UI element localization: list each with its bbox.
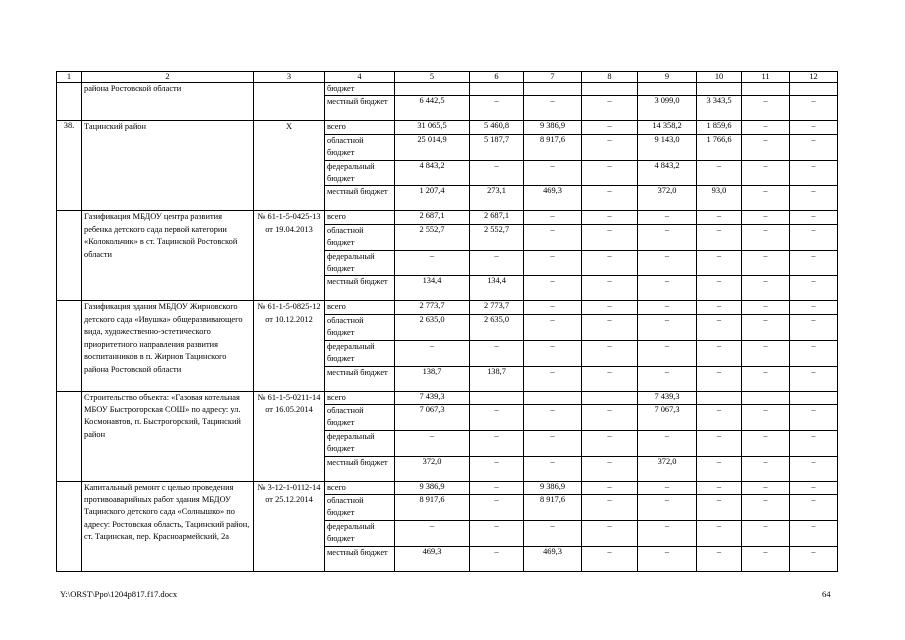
value-cell: 372,0	[395, 456, 470, 481]
budget-type-cell: всего	[325, 481, 395, 494]
value-cell: 31 065,5	[395, 121, 470, 134]
value-cell: –	[582, 121, 638, 134]
column-number: 11	[742, 72, 790, 83]
document-cell: № 61-1-5-0425-13 от 19.04.2013	[254, 211, 325, 301]
value-cell: –	[697, 430, 742, 456]
column-number: 4	[325, 72, 395, 83]
value-cell: –	[697, 276, 742, 301]
value-cell: –	[638, 494, 697, 520]
budget-type-cell: областной бюджет	[325, 224, 395, 250]
value-cell: –	[582, 340, 638, 366]
value-cell	[582, 83, 638, 96]
value-cell: –	[697, 314, 742, 340]
value-cell	[395, 83, 470, 96]
value-cell: –	[742, 481, 790, 494]
value-cell: –	[524, 456, 582, 481]
value-cell: –	[470, 546, 524, 571]
value-cell: –	[524, 314, 582, 340]
object-name-cell: Газификация МБДОУ центра развития ребенка детского сада первой категории «Колокольчик» в ст. Тацинской Ростовской области	[82, 211, 254, 301]
value-cell: 9 386,9	[524, 481, 582, 494]
value-cell: –	[790, 134, 838, 160]
value-cell: 7 439,3	[638, 391, 697, 404]
budget-type-cell: федеральный бюджет	[325, 430, 395, 456]
value-cell: –	[470, 160, 524, 186]
value-cell: –	[524, 404, 582, 430]
value-cell: –	[582, 494, 638, 520]
value-cell: 6 442,5	[395, 96, 470, 121]
value-cell: 9 386,9	[524, 121, 582, 134]
budget-type-cell: всего	[325, 211, 395, 224]
value-cell: –	[582, 481, 638, 494]
value-cell: –	[697, 481, 742, 494]
value-cell: –	[582, 301, 638, 314]
value-cell: –	[790, 250, 838, 276]
value-cell: –	[582, 546, 638, 571]
value-cell: –	[582, 430, 638, 456]
value-cell: –	[790, 121, 838, 134]
value-cell: –	[742, 211, 790, 224]
value-cell: 138,7	[395, 366, 470, 391]
column-number: 9	[638, 72, 697, 83]
value-cell: –	[742, 520, 790, 546]
value-cell: –	[470, 96, 524, 121]
value-cell: 1 766,6	[697, 134, 742, 160]
value-cell: 2 552,7	[395, 224, 470, 250]
value-cell: –	[524, 250, 582, 276]
budget-type-cell: всего	[325, 121, 395, 134]
value-cell: –	[742, 276, 790, 301]
value-cell: –	[742, 121, 790, 134]
value-cell: –	[582, 520, 638, 546]
value-cell: –	[697, 301, 742, 314]
column-number: 1	[57, 72, 82, 83]
row-number-cell	[57, 301, 82, 391]
value-cell: –	[742, 186, 790, 211]
object-name-cell: Строительство объекта: «Газовая котельная МБОУ Быстрогорская СОШ» по адресу: ул. Космонавтов, п. Быстрогорский, Тацинский район	[82, 391, 254, 481]
footer-page-number: 64	[822, 589, 831, 599]
value-cell: 8 917,6	[524, 134, 582, 160]
value-cell: –	[742, 314, 790, 340]
value-cell: –	[697, 160, 742, 186]
value-cell: –	[697, 546, 742, 571]
value-cell: –	[742, 224, 790, 250]
value-cell: –	[790, 366, 838, 391]
table-body	[57, 72, 838, 572]
value-cell: –	[524, 96, 582, 121]
table-row	[57, 391, 838, 404]
value-cell	[582, 391, 638, 404]
value-cell: –	[638, 250, 697, 276]
column-number: 2	[82, 72, 254, 83]
value-cell: –	[638, 211, 697, 224]
value-cell: –	[582, 160, 638, 186]
value-cell	[470, 391, 524, 404]
budget-table	[56, 71, 838, 572]
value-cell: –	[470, 340, 524, 366]
value-cell: –	[524, 160, 582, 186]
value-cell: –	[742, 366, 790, 391]
value-cell: –	[697, 494, 742, 520]
value-cell: 1 207,4	[395, 186, 470, 211]
value-cell: 5 187,7	[470, 134, 524, 160]
value-cell: –	[697, 340, 742, 366]
value-cell: –	[742, 430, 790, 456]
value-cell: –	[638, 366, 697, 391]
value-cell: –	[790, 481, 838, 494]
value-cell: 469,3	[524, 186, 582, 211]
value-cell: 4 843,2	[638, 160, 697, 186]
value-cell: –	[790, 520, 838, 546]
value-cell: –	[638, 481, 697, 494]
budget-type-cell: бюджет	[325, 83, 395, 96]
value-cell: 8 917,6	[524, 494, 582, 520]
value-cell: –	[582, 314, 638, 340]
value-cell: –	[638, 430, 697, 456]
column-number: 8	[582, 72, 638, 83]
value-cell: –	[790, 276, 838, 301]
value-cell: –	[742, 546, 790, 571]
value-cell: –	[395, 520, 470, 546]
value-cell: –	[790, 494, 838, 520]
value-cell: –	[470, 456, 524, 481]
value-cell: –	[790, 301, 838, 314]
object-name-cell: Газификация здания МБДОУ Жирновского детского сада «Ивушка» общеразвивающего вида, художественно-эстетического приоритетного направления развития воспитанников в п. Жирнов Тацинского района Ростовской области	[82, 301, 254, 391]
footer-file-path: Y:\ORST\Ppo\1204p817.f17.docx	[60, 589, 178, 599]
value-cell: –	[697, 224, 742, 250]
value-cell: 2 635,0	[395, 314, 470, 340]
object-name-cell: Капитальный ремонт с целью проведения противоаварийных работ здания МБДОУ Тацинского детского сада «Солнышко» по адресу: Ростовская область, Тацинский район, ст. Тацинская, пер. Красноармейский, 2а	[82, 481, 254, 571]
document-cell: № 61-1-5-0211-14 от 16.05.2014	[254, 391, 325, 481]
row-number-cell	[57, 391, 82, 481]
value-cell: 7 439,3	[395, 391, 470, 404]
value-cell: –	[524, 224, 582, 250]
value-cell: 9 143,0	[638, 134, 697, 160]
value-cell: –	[742, 96, 790, 121]
value-cell: –	[790, 340, 838, 366]
value-cell: –	[638, 276, 697, 301]
value-cell: –	[790, 456, 838, 481]
table-row	[57, 481, 838, 494]
value-cell	[697, 391, 742, 404]
document-cell: Х	[254, 121, 325, 211]
budget-type-cell: местный бюджет	[325, 546, 395, 571]
object-name-cell: района Ростовской области	[82, 83, 254, 121]
budget-type-cell: местный бюджет	[325, 456, 395, 481]
value-cell: 134,4	[395, 276, 470, 301]
value-cell: 2 635,0	[470, 314, 524, 340]
value-cell: –	[742, 404, 790, 430]
value-cell: 372,0	[638, 186, 697, 211]
value-cell: –	[697, 520, 742, 546]
budget-type-cell: местный бюджет	[325, 366, 395, 391]
budget-type-cell: федеральный бюджет	[325, 160, 395, 186]
value-cell	[524, 391, 582, 404]
value-cell: –	[790, 430, 838, 456]
value-cell: 7 067,3	[395, 404, 470, 430]
value-cell: –	[524, 520, 582, 546]
value-cell: –	[790, 546, 838, 571]
value-cell: –	[790, 160, 838, 186]
column-number: 6	[470, 72, 524, 83]
value-cell: –	[697, 366, 742, 391]
value-cell: –	[638, 340, 697, 366]
budget-type-cell: областной бюджет	[325, 134, 395, 160]
value-cell: –	[697, 456, 742, 481]
budget-type-cell: всего	[325, 391, 395, 404]
table-row	[57, 121, 838, 134]
row-number-cell	[57, 83, 82, 121]
value-cell: –	[697, 211, 742, 224]
value-cell: 3 099,0	[638, 96, 697, 121]
budget-type-cell: федеральный бюджет	[325, 340, 395, 366]
value-cell: –	[582, 456, 638, 481]
value-cell	[790, 391, 838, 404]
value-cell: –	[582, 134, 638, 160]
value-cell: 3 343,5	[697, 96, 742, 121]
value-cell: –	[790, 314, 838, 340]
value-cell: 2 552,7	[470, 224, 524, 250]
value-cell: –	[638, 301, 697, 314]
value-cell: –	[790, 224, 838, 250]
budget-type-cell: областной бюджет	[325, 494, 395, 520]
value-cell: 2 687,1	[395, 211, 470, 224]
value-cell	[638, 83, 697, 96]
column-number: 7	[524, 72, 582, 83]
value-cell: –	[790, 186, 838, 211]
table-row	[57, 301, 838, 314]
budget-type-cell: областной бюджет	[325, 404, 395, 430]
value-cell: 469,3	[524, 546, 582, 571]
object-name-cell: Тацинский район	[82, 121, 254, 211]
value-cell: 25 014,9	[395, 134, 470, 160]
row-number-cell	[57, 211, 82, 301]
table-row	[57, 211, 838, 224]
value-cell: –	[697, 404, 742, 430]
budget-type-cell: федеральный бюджет	[325, 250, 395, 276]
value-cell: 134,4	[470, 276, 524, 301]
row-number-cell: 38.	[57, 121, 82, 211]
value-cell: 5 460,8	[470, 121, 524, 134]
value-cell: –	[790, 96, 838, 121]
value-cell: 93,0	[697, 186, 742, 211]
column-number: 12	[790, 72, 838, 83]
value-cell: –	[470, 481, 524, 494]
value-cell: –	[742, 494, 790, 520]
value-cell: 469,3	[395, 546, 470, 571]
value-cell	[524, 83, 582, 96]
value-cell: –	[582, 224, 638, 250]
value-cell: 2 687,1	[470, 211, 524, 224]
value-cell: –	[524, 276, 582, 301]
table-row	[57, 83, 838, 96]
value-cell: –	[742, 456, 790, 481]
budget-type-cell: областной бюджет	[325, 314, 395, 340]
value-cell	[697, 83, 742, 96]
value-cell: –	[524, 366, 582, 391]
value-cell: 2 773,7	[395, 301, 470, 314]
value-cell: –	[470, 494, 524, 520]
value-cell: –	[582, 250, 638, 276]
value-cell: –	[524, 211, 582, 224]
value-cell: –	[582, 366, 638, 391]
value-cell: –	[470, 520, 524, 546]
value-cell: –	[395, 340, 470, 366]
value-cell: –	[470, 430, 524, 456]
value-cell: 138,7	[470, 366, 524, 391]
value-cell	[742, 391, 790, 404]
document-cell: № 61-1-5-0825-12 от 10.12.2012	[254, 301, 325, 391]
value-cell: –	[742, 340, 790, 366]
value-cell: –	[582, 404, 638, 430]
value-cell: –	[742, 134, 790, 160]
document-cell: № 3-12-1-0112-14 от 25.12.2014	[254, 481, 325, 571]
budget-type-cell: местный бюджет	[325, 96, 395, 121]
value-cell: –	[638, 314, 697, 340]
budget-type-cell: местный бюджет	[325, 186, 395, 211]
value-cell: –	[742, 301, 790, 314]
value-cell: 372,0	[638, 456, 697, 481]
value-cell: 7 067,3	[638, 404, 697, 430]
value-cell: –	[524, 430, 582, 456]
value-cell: –	[638, 520, 697, 546]
value-cell: –	[395, 430, 470, 456]
value-cell: –	[638, 224, 697, 250]
value-cell	[742, 83, 790, 96]
row-number-cell	[57, 481, 82, 571]
column-number-row	[57, 72, 838, 83]
value-cell: –	[582, 96, 638, 121]
column-number: 3	[254, 72, 325, 83]
budget-type-cell: всего	[325, 301, 395, 314]
value-cell	[790, 83, 838, 96]
value-cell: –	[790, 404, 838, 430]
value-cell: 14 358,2	[638, 121, 697, 134]
column-number: 5	[395, 72, 470, 83]
budget-type-cell: местный бюджет	[325, 276, 395, 301]
value-cell: 1 859,6	[697, 121, 742, 134]
value-cell: –	[582, 211, 638, 224]
column-number: 10	[697, 72, 742, 83]
value-cell: –	[470, 250, 524, 276]
document-cell	[254, 83, 325, 121]
value-cell: –	[395, 250, 470, 276]
value-cell: –	[470, 404, 524, 430]
value-cell: 4 843,2	[395, 160, 470, 186]
value-cell: –	[697, 250, 742, 276]
value-cell: 273,1	[470, 186, 524, 211]
value-cell: 2 773,7	[470, 301, 524, 314]
value-cell: –	[524, 301, 582, 314]
value-cell: –	[742, 250, 790, 276]
budget-type-cell: федеральный бюджет	[325, 520, 395, 546]
value-cell: –	[742, 160, 790, 186]
value-cell: –	[638, 546, 697, 571]
value-cell: –	[582, 276, 638, 301]
value-cell: –	[790, 211, 838, 224]
value-cell	[470, 83, 524, 96]
value-cell: 8 917,6	[395, 494, 470, 520]
value-cell: –	[582, 186, 638, 211]
value-cell: 9 386,9	[395, 481, 470, 494]
value-cell: –	[524, 340, 582, 366]
